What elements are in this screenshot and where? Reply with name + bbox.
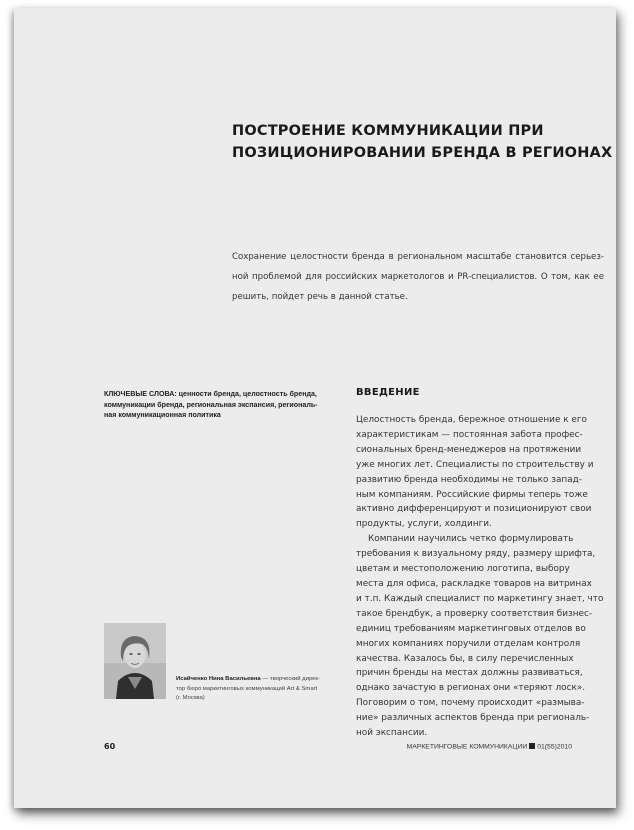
body-line: цветам и местоположению логотипа, выбору bbox=[356, 564, 570, 575]
body-line: активно дифференцируют и позиционируют свои bbox=[356, 504, 592, 515]
issue-number: 01(55)2010 bbox=[537, 743, 572, 751]
author-name: Исайченко Нина Васильевна bbox=[176, 676, 261, 682]
section-heading: ВВЕДЕНИЕ bbox=[356, 387, 420, 398]
body-line: требования к визуальному ряду, размеру шрифта, bbox=[356, 549, 596, 560]
article-lead bbox=[232, 248, 604, 307]
page-number: 60 bbox=[104, 742, 116, 751]
body-line: продукты, услуги, холдинги. bbox=[356, 519, 492, 530]
body-line: Компании научились четко формулировать bbox=[368, 534, 574, 545]
magazine-page bbox=[14, 8, 616, 808]
body-line: качества. Казалось бы, в силу перечисленных bbox=[356, 653, 574, 664]
body-line: ной экспансии. bbox=[356, 728, 428, 739]
body-line: уже многих лет. Специалисты по строительству и bbox=[356, 459, 594, 470]
keywords-line: ная коммуникационная политика bbox=[104, 411, 221, 420]
body-line: сиональных бренд-менеджеров на протяжении bbox=[356, 444, 582, 455]
article-title bbox=[232, 120, 612, 164]
author-photo bbox=[104, 623, 166, 699]
lead-line: решить, пойдет речь в данной статье. bbox=[232, 291, 408, 302]
body-line: развитию бренда необходимы не только запад- bbox=[356, 474, 582, 485]
lead-line: Сохранение целостности бренда в региональном масштабе становится серьез- bbox=[232, 252, 604, 262]
body-line: ным компаниям. Российские фирмы теперь тоже bbox=[356, 489, 588, 500]
body-line: характеристикам — постоянная забота профес- bbox=[356, 429, 583, 440]
body-line: единиц требованиям маркетинговых отделов во bbox=[356, 623, 586, 634]
article-title-line: ПОСТРОЕНИЕ КОММУНИКАЦИИ ПРИ bbox=[232, 123, 544, 139]
author-caption-line: (г. Москва) bbox=[176, 695, 205, 701]
body-line: многих компаниях поручили отделам контроля bbox=[356, 638, 581, 649]
body-line: и т.п. Каждый специалист по маркетингу знает, что bbox=[356, 593, 604, 604]
article-body bbox=[356, 413, 604, 741]
body-line: ние» различных аспектов бренда при региональ- bbox=[356, 713, 590, 724]
body-line: причин бренды на местах должны развиваться, bbox=[356, 668, 583, 679]
lead-line: ной проблемой для российских маркетологов и PR-специалистов. О том, как ее bbox=[232, 271, 604, 282]
body-line: однако зачастую в регионах они «теряют лоск». bbox=[356, 683, 586, 694]
body-line: Целостность бренда, бережное отношение к его bbox=[356, 415, 587, 425]
running-footer bbox=[407, 743, 572, 751]
author-portrait-icon bbox=[104, 623, 166, 699]
author-caption-line bbox=[176, 675, 336, 685]
journal-name: МАРКЕТИНГОВЫЕ КОММУНИКАЦИИ bbox=[406, 743, 528, 751]
keywords-line: КЛЮЧЕВЫЕ СЛОВА: ценности бренда, целостность бренда, bbox=[104, 390, 317, 398]
author-caption bbox=[176, 675, 336, 704]
body-line: Поговорим о том, почему происходит «размыва- bbox=[356, 698, 585, 709]
square-bullet-icon bbox=[529, 743, 535, 749]
keywords-block bbox=[104, 389, 339, 421]
body-line: места для офиса, раскладке товаров на витринах bbox=[356, 578, 592, 589]
keywords-line: коммуникации бренда, региональная экспансия, региональ- bbox=[104, 400, 318, 409]
article-title-line: ПОЗИЦИОНИРОВАНИИ БРЕНДА В РЕГИОНАХ bbox=[232, 145, 613, 161]
body-line: такое брендбук, а проверку соответствия бизнес- bbox=[356, 608, 593, 619]
author-role: — творческий дирек- bbox=[260, 676, 320, 682]
author-caption-line: тор бюро маркетинговых коммуникаций Art & Smart bbox=[176, 685, 318, 692]
